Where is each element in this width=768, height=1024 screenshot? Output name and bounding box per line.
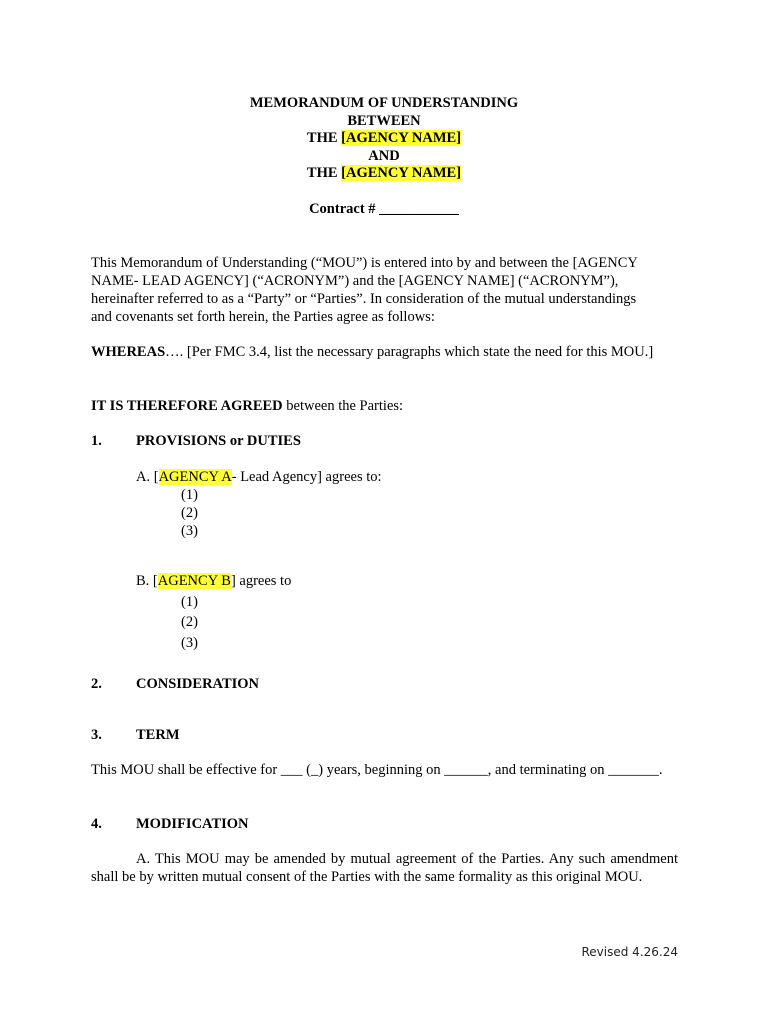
title-the-2: THE [306, 165, 342, 182]
agency-b-prefix: B. [ [136, 573, 158, 589]
intro-line-2: NAME- LEAD AGENCY] (“ACRONYM”) and the [AGENCY NAME] (“ACRONYM”), [91, 273, 619, 289]
whereas-paragraph [91, 343, 678, 361]
title-line-5 [0, 164, 768, 182]
section-1-title: PROVISIONS or DUTIES [136, 433, 301, 449]
agency-b-suffix: ] agrees to [230, 573, 292, 589]
intro-line-4: and covenants set forth herein, the Parties agree as follows: [91, 309, 435, 325]
intro-line-1: This Memorandum of Understanding (“MOU”) is entered into by and between the [AGENCY [91, 255, 638, 271]
intro-paragraph [91, 254, 678, 326]
agency-b-item-1: (1) [181, 594, 198, 610]
section-2-number: 2. [91, 676, 102, 692]
contract-number: Contract # ___________ [309, 201, 459, 217]
agency-a-item-3: (3) [181, 523, 198, 539]
section-2-title: CONSIDERATION [136, 676, 260, 692]
title-line-1: MEMORANDUM OF UNDERSTANDING [249, 95, 519, 111]
agency-b-clause [136, 572, 291, 590]
document-title [0, 94, 768, 182]
agency-a-prefix: A. [ [136, 469, 159, 485]
agency-a-highlight: AGENCY A [158, 469, 232, 485]
agreed-label: IT IS THEREFORE AGREED [91, 398, 283, 414]
agreed-paragraph [91, 397, 678, 415]
agreed-text: between the Parties: [282, 398, 404, 414]
agency-b-item-3: (3) [181, 635, 198, 651]
title-line-3 [0, 129, 768, 147]
section-3-number: 3. [91, 727, 102, 743]
title-the-1: THE [306, 130, 342, 147]
title-agency-1: [AGENCY NAME] [341, 130, 462, 147]
section-4-title: MODIFICATION [136, 816, 249, 832]
modification-paragraph: A. This MOU may be amended by mutual agreement of the Parties. Any such amendment shall be by written mutual consent of the Parties with the same formality as this original MOU. [91, 851, 678, 885]
agency-b-highlight: AGENCY B [157, 573, 231, 589]
agency-a-item-2: (2) [181, 505, 198, 521]
whereas-text: …. [Per FMC 3.4, list the necessary paragraphs which state the need for this MOU.] [165, 344, 654, 360]
agency-a-suffix: - Lead Agency] agrees to: [231, 469, 382, 485]
agency-a-clause [136, 468, 382, 486]
section-3-title: TERM [136, 727, 180, 743]
section-1-number: 1. [91, 433, 102, 449]
whereas-label: WHEREAS [91, 344, 166, 360]
term-paragraph: This MOU shall be effective for ___ (_) years, beginning on ______, and terminating on _______. [91, 762, 663, 778]
agency-b-item-2: (2) [181, 614, 198, 630]
revision-footer: Revised 4.26.24 [581, 945, 678, 959]
title-line-4: AND [368, 147, 400, 164]
agency-a-item-1: (1) [181, 487, 198, 503]
title-agency-2: [AGENCY NAME] [341, 165, 462, 182]
title-line-2: BETWEEN [347, 112, 421, 129]
intro-line-3: hereinafter referred to as a “Party” or “Parties”. In consideration of the mutual understandings [91, 291, 637, 307]
section-4-number: 4. [91, 816, 102, 832]
